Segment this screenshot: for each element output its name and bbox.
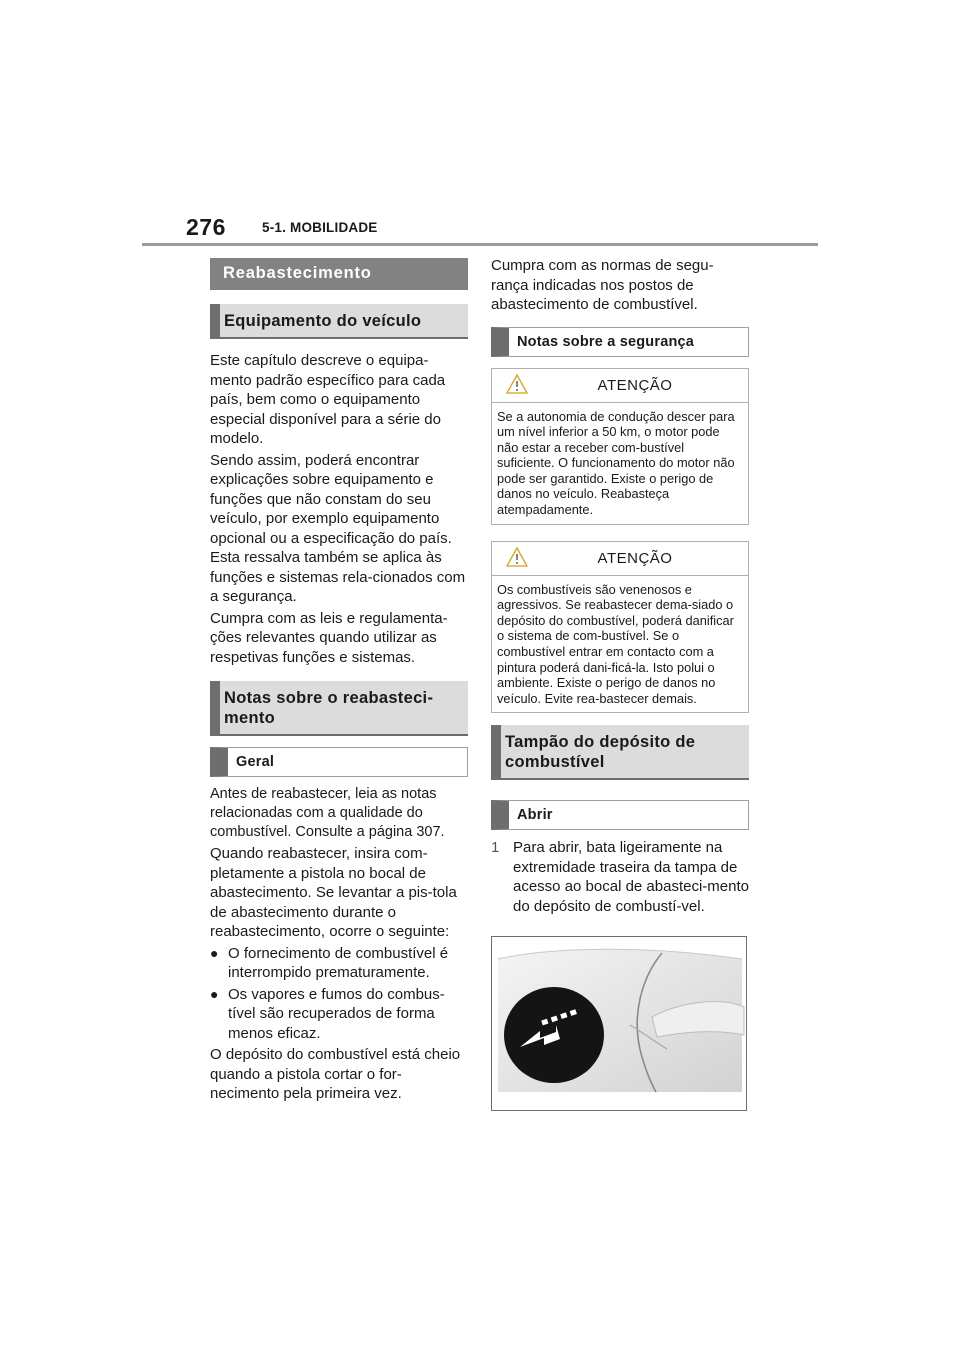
open-heading: Abrir [491,800,749,830]
warning-text: Os combustíveis são venenosos e agressivos. Se reabastecer dema-siado o depósito do combustível, poderá danificar o sistema de com-bustível. Se o combustível entrar em contacto com a pintura poderá dani-ficá-la. Isto polui o ambiente. Existe o perigo de danos no veículo. Evite rea-bastecer demais. [497,581,734,706]
general-paragraph-1: Antes de reabastecer, leia as notas relacionadas com a qualidade do combustível. Consulte a página 307. [210,786,445,840]
chapter-title: Reabastecimento [210,258,468,290]
section-header: 5-1. MOBILIDADE [262,220,378,235]
step-item [491,838,749,916]
bullet-dot-icon: ● [210,985,219,1002]
step-number: 1 [491,839,500,857]
header-divider [142,243,818,246]
warning-triangle-icon [506,547,528,567]
warning-label: ATENÇÃO [597,376,673,394]
equipment-heading: Equipamento do veículo [210,304,468,339]
step-text: Para abrir, bata ligeiramente na extremidade traseira da tampa de acesso ao bocal de abasteci-mento do depósito de combustí-vel. [513,839,749,915]
bullet-item [210,944,468,983]
page-number: 276 [186,214,226,240]
bullet-dot-icon: ● [210,944,219,961]
warning-header [492,542,748,576]
general-heading: Geral [210,747,468,777]
safety-intro: Cumpra com as normas de segu-rança indicadas nos postos de abastecimento de combustível. [491,257,714,313]
closing-paragraph: O depósito do combustível está cheio quando a pistola cortar o for-necimento pela primeira vez. [210,1046,461,1102]
equipment-paragraph-3: Cumpra com as leis e regulamenta-ções relevantes quando utilizar as respetivas funções e sistemas. [210,609,448,666]
warning-box [491,541,749,714]
bullet-item [210,985,468,1044]
equipment-paragraph-2: Sendo assim, poderá encontrar explicações sobre equipamento e funções que não constam do seu veículo, por exemplo equipamento opcional ou a especificação do país. Esta ressalva também se aplica às funções e sistemas rela-cionados com a segurança. [210,451,466,605]
warning-triangle-icon [506,374,528,394]
general-paragraph-2: Quando reabastecer, insira com-pletamente a pistola no bocal de abastecimento. Se levantar a pis-tola de abastecimento durante o reabastecimento, ocorre o seguinte: [210,845,457,940]
refuel-notes-heading: Notas sobre o reabasteci-mento [210,681,468,736]
safety-heading: Notas sobre a segurança [491,327,749,357]
fuel-cap-heading: Tampão do depósito de combustível [491,725,749,780]
fuel-flap-illustration [491,936,747,1111]
fuel-flap-image [492,937,747,1111]
warning-box [491,368,749,525]
warning-header [492,369,748,403]
bullet-text: O fornecimento de combustível é interrompido prematuramente. [228,944,449,981]
right-column [491,256,749,1111]
equipment-paragraph-1: Este capítulo descreve o equipa-mento padrão específico para cada país, bem como o equipamento especial disponível para a série do modelo. [210,352,446,447]
warning-label: ATENÇÃO [597,549,673,567]
left-column [210,258,468,1104]
warning-text: Se a autonomia de condução descer para um nível inferior a 50 km, o motor pode não estar a receber com-bustível suficiente. O funcionamento do motor não pode ser garantido. Existe o perigo de danos no veículo. Reabasteça atempadamente. [497,408,735,518]
bullet-text: Os vapores e fumos do combus-tível são recuperados de forma menos eficaz. [228,985,445,1042]
